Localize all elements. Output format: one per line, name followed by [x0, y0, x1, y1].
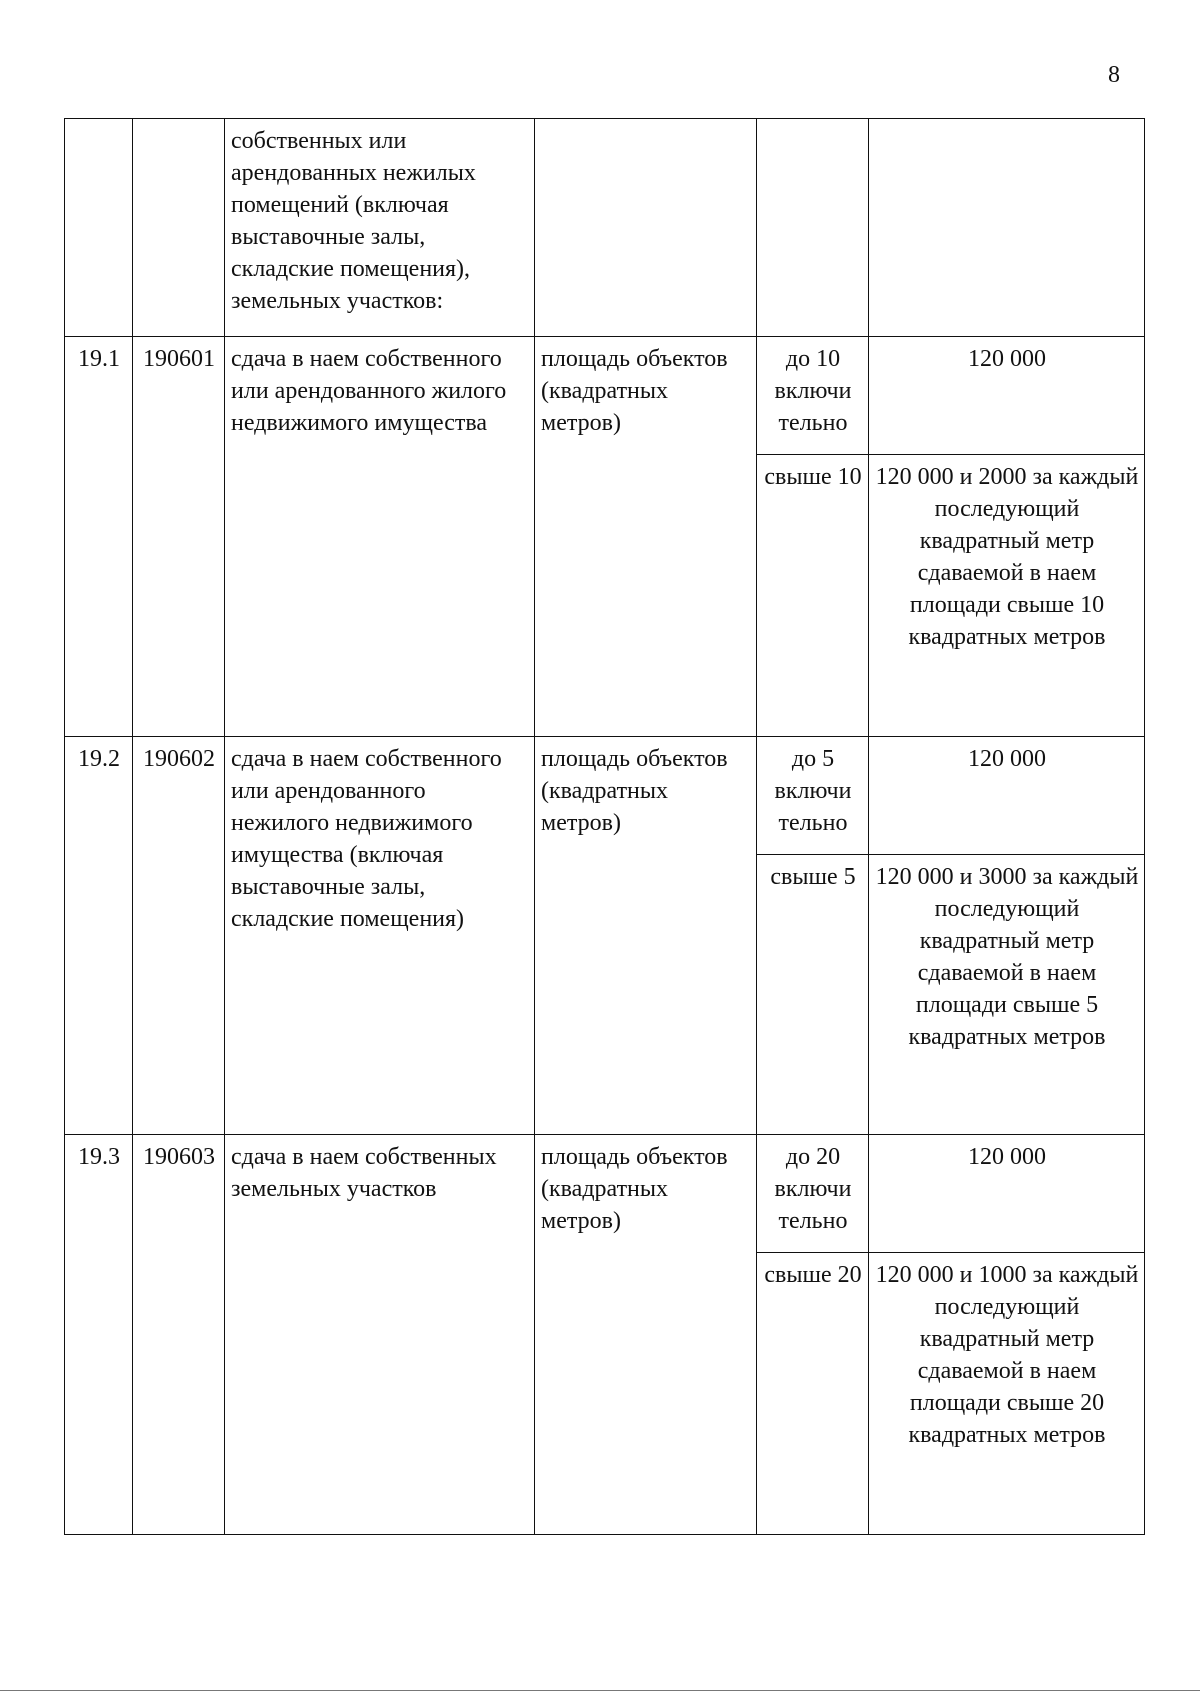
rate-cell: 120 000	[869, 337, 1145, 455]
threshold-cell	[757, 119, 869, 337]
activity-code: 190601	[133, 337, 225, 737]
scan-edge-line	[0, 1690, 1200, 1691]
threshold-cell: свыше 20	[757, 1253, 869, 1535]
rate-cell: 120 000 и 1000 за каждый последующий квадратный метр сдаваемой в наем площади свыше 20 квадратных метров	[869, 1253, 1145, 1535]
activity-code: 190602	[133, 737, 225, 1135]
rate-cell: 120 000	[869, 1135, 1145, 1253]
unit-of-measure: площадь объектов (квадратных метров)	[535, 1135, 757, 1535]
rate-cell: 120 000	[869, 737, 1145, 855]
page-number: 8	[1108, 62, 1120, 88]
activity-code: 190603	[133, 1135, 225, 1535]
threshold-cell: до 10 включи тельно	[757, 337, 869, 455]
activity-description: сдача в наем собственного или арендованного жилого недвижимого имущества	[225, 337, 535, 737]
threshold-cell: свыше 10	[757, 455, 869, 737]
table-row-continuation	[65, 119, 1145, 337]
activity-description: сдача в наем собственного или арендованного нежилого недвижимого имущества (включая выставочные залы, складские помещения)	[225, 737, 535, 1135]
unit-cell	[535, 119, 757, 337]
rate-cell: 120 000 и 2000 за каждый последующий квадратный метр сдаваемой в наем площади свыше 10 квадратных метров	[869, 455, 1145, 737]
table-row	[65, 337, 1145, 455]
threshold-cell: до 5 включи тельно	[757, 737, 869, 855]
code-cell	[133, 119, 225, 337]
description-cell: собственных или арендованных нежилых помещений (включая выставочные залы, складские помещения), земельных участков:	[225, 119, 535, 337]
threshold-cell: свыше 5	[757, 855, 869, 1135]
row-number: 19.2	[65, 737, 133, 1135]
unit-of-measure: площадь объектов (квадратных метров)	[535, 337, 757, 737]
tax-rate-table	[64, 118, 1145, 1535]
table-row	[65, 737, 1145, 855]
rate-cell	[869, 119, 1145, 337]
activity-description: сдача в наем собственных земельных участков	[225, 1135, 535, 1535]
unit-of-measure: площадь объектов (квадратных метров)	[535, 737, 757, 1135]
rate-cell: 120 000 и 3000 за каждый последующий квадратный метр сдаваемой в наем площади свыше 5 квадратных метров	[869, 855, 1145, 1135]
num-cell	[65, 119, 133, 337]
row-number: 19.3	[65, 1135, 133, 1535]
table-row	[65, 1135, 1145, 1253]
threshold-cell: до 20 включи тельно	[757, 1135, 869, 1253]
row-number: 19.1	[65, 337, 133, 737]
